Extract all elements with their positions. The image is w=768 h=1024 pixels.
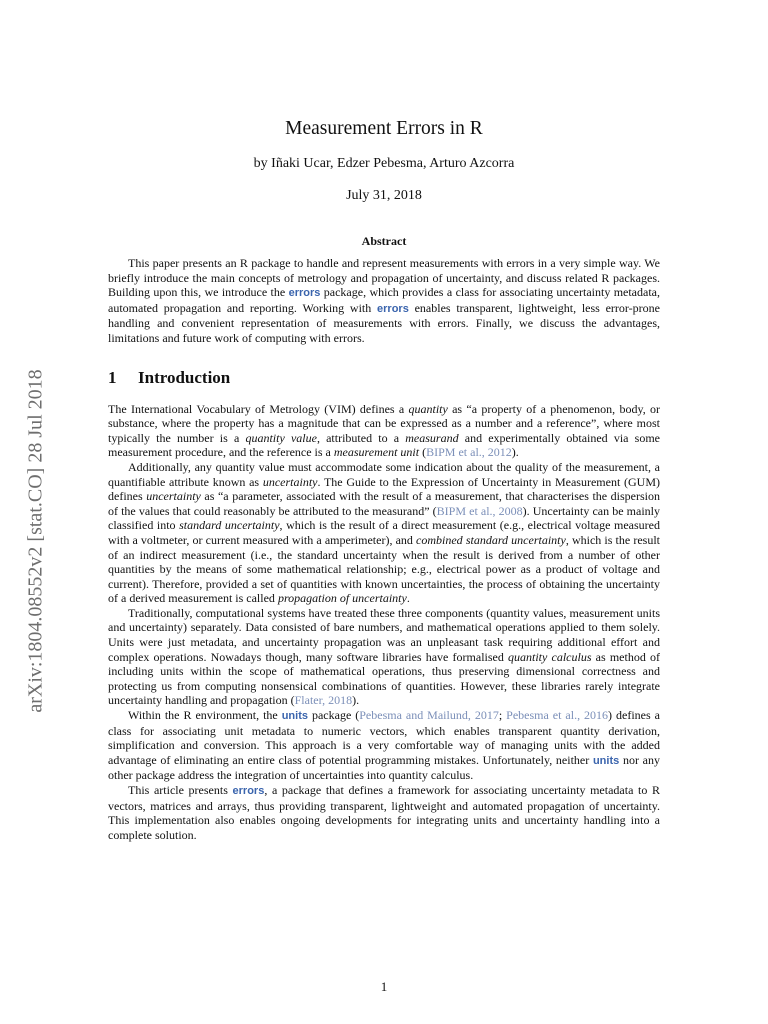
paper-title: Measurement Errors in R — [285, 118, 483, 139]
paragraph: Within the R environment, the units package (Pebesma and Mailund, 2017; Pebesma et al., 2016) defines a class for associating unit metadata to numeric vectors, which enables transparent quantity derivation, simplification and conversion. This approach is a very comfortable way of managing units with the added advantage of eliminating an entire class of potential programming mistakes. Unfortunately, neither units nor any other package address the integration of uncertainties into quantity calculus. — [108, 708, 660, 783]
section-title: Introduction — [138, 367, 231, 387]
paper-page — [108, 112, 660, 842]
errors-package-link[interactable]: errors — [232, 785, 265, 797]
citation-link[interactable]: Flater, 2018 — [294, 693, 353, 708]
abstract-heading: Abstract — [361, 234, 407, 248]
units-package-link[interactable]: units — [281, 710, 308, 723]
paragraph: This article presents errors, a package that defines a framework for associating uncertainty metadata to R vectors, matrices and arrays, thus providing transparent, lightweight and automated propagation of uncertainty. This implementation also enables ongoing developments for integrating units and uncertainty handling into a complete solution. — [108, 783, 660, 842]
errors-package-link[interactable]: errors — [377, 302, 409, 315]
citation-link[interactable]: BIPM et al., 2008 — [436, 503, 523, 518]
errors-package-link[interactable]: errors — [288, 287, 321, 300]
section-number: 1 — [108, 367, 117, 387]
paragraph: Traditionally, computational systems have treated these three components (quantity values, measurement units and uncertainty) separately. Data consisted of bare numbers, and mathematical operations applied to them solely. Units were just metadata, and uncertainty propagation was an unpleasant task requiring additional effort and complex operations. Nowadays though, many software libraries have formalised quantity calculus as method of including units within the scope of mathematical operations, thus preserving dimensional correctness and protecting us from computing nonsensical combinations of quantities. However, these libraries rarely integrate uncertainty handling and propagation (Flater, 2018). — [108, 605, 660, 708]
paper-authors: by Iñaki Ucar, Edzer Pebesma, Arturo Azcorra — [253, 156, 515, 171]
abstract-body: This paper presents an R package to handle and represent measurements with errors in a very simple way. We briefly introduce the main concepts of metrology and propagation of uncertainty, and discuss related R packages. Building upon this, we introduce the errors package, which provides a class for associating uncertainty metadata, automated propagation and reporting. Working with errors enables transparent, lightweight, less error-prone handling and convenient representation of measurements with errors. Finally, we discuss the advantages, limitations and future work of computing with errors. — [108, 256, 660, 345]
section-heading-introduction — [108, 368, 660, 388]
arxiv-identifier: arXiv:1804.08552v2 [stat.CO] 28 Jul 2018 — [24, 369, 47, 713]
paragraph: Additionally, any quantity value must accommodate some indication about the quality of the measurement, a quantifiable attribute known as uncertainty. The Guide to the Expression of Uncertainty in Measurement (GUM) defines uncertainty as “a parameter, associated with the result of a measurement, that characterises the dispersion of the values that could reasonably be attributed to the measurand” (BIPM et al., 2008). Uncertainty can be mainly classified into standard uncertainty, which is the result of a direct measurement (e.g., electrical voltage measured with a voltmeter, or current measured with a amperimeter), and combined standard uncertainty, which is the result of an indirect measurement (i.e., the standard uncertainty when the result is derived from a number of other quantities by the means of some mathematical relationship; e.g., electrical power as a product of voltage and current). Therefore, provided a set of quantities with known uncertainties, the process of obtaining the uncertainty of a derived measurement is called propagation of uncertainty. — [108, 459, 660, 606]
units-package-link[interactable]: units — [592, 754, 620, 767]
citation-link[interactable]: Pebesma et al., 2016 — [506, 708, 609, 723]
paper-date: July 31, 2018 — [346, 188, 422, 203]
citation-link[interactable]: Pebesma and Mailund, 2017 — [359, 708, 499, 723]
paragraph: The International Vocabulary of Metrology (VIM) defines a quantity as “a property of a phenomenon, body, or substance, where the property has a magnitude that can be expressed as a number and a reference”, where most typically the number is a quantity value, attributed to a measurand and experimentally obtained via some measurement procedure, and the reference is a measurement unit (BIPM et al., 2012). — [108, 401, 660, 460]
page-number: 1 — [380, 979, 388, 994]
arxiv-sidebar — [16, 324, 56, 759]
citation-link[interactable]: BIPM et al., 2012 — [426, 445, 512, 460]
